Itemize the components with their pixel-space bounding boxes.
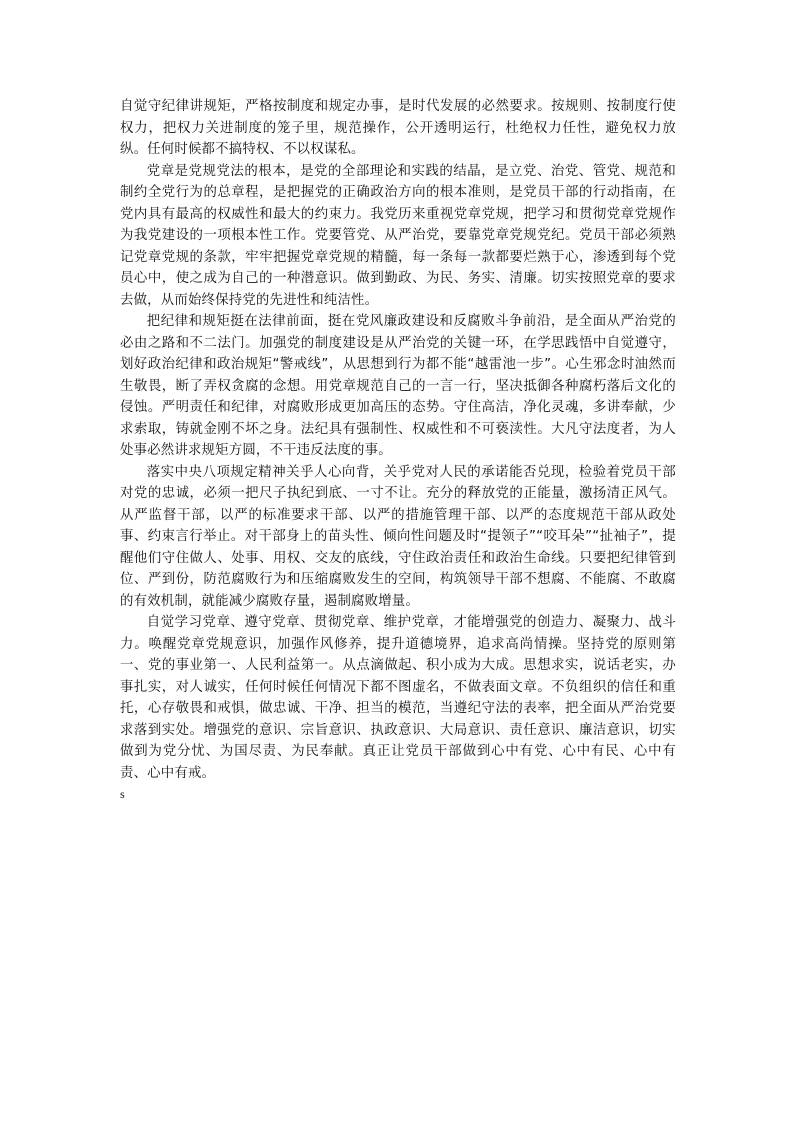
paragraph-4: 落实中央八项规定精神关乎人心向背，关乎党对人民的承诺能否兑现，检验着党员干部对党的忠诚，必须一把尺子执纪到底、一寸不让。充分的释放党的正能量，激扬清正风气。从严监督干部，以严的标准要求干部、以严的措施管理干部、以严的态度规范干部从政处事、约束言行举止。对干部身上的苗头性、倾向性问题及时“提领子”“咬耳朵”“扯袖子”，提醒他们守住做人、处事、用权、交友的底线，守住政治责任和政治生命线。只要把纪律管到位、严到份，防范腐败行为和压缩腐败发生的空间，构筑领导干部不想腐、不能腐、不敢腐的有效机制，就能减少腐败存量，遏制腐败增量。 <box>120 464 676 609</box>
paragraph-3: 把纪律和规矩挺在法律前面，挺在党风廉政建设和反腐败斗争前沿，是全面从严治党的必由之路和不二法门。加强党的制度建设是从严治党的关键一环，在学思践悟中自觉遵守，划好政治纪律和政治规矩“警戒线”，从思想到行为都不能“越雷池一步”。心生邪念时油然而生敬畏，断了弄权贪腐的念想。用党章规范自己的一言一行，坚决抵御各种腐朽落后文化的侵蚀。严明责任和纪律，对腐败形成更加高压的态势。守住高洁，净化灵魂，多讲奉献，少求索取，铸就金刚不坏之身。法纪具有强制性、权威性和不可亵渎性。大凡守法度者，为人处事必然讲求规矩方圆，不干违反法度的事。 <box>120 314 676 458</box>
paragraph-2: 党章是党规党法的根本，是党的全部理论和实践的结晶，是立党、治党、管党、规范和制约全党行为的总章程，是把握党的正确政治方向的根本准则，是党员干部的行动指南，在党内具有最高的权威性和最大的约束力。我党历来重视党章党规，把学习和贯彻党章党规作为我党建设的一项根本性工作。党要管党、从严治党，要靠党章党规党纪。党员干部必须熟记党章党规的条款，牢牢把握党章党规的精髓，每一条每一款都要烂熟于心，渗透到每个党员心中，使之成为自己的一种潜意识。做到勤政、为民、务实、清廉。切实按照党章的要求去做，从而始终保持党的先进性和纯洁性。 <box>120 163 676 308</box>
paragraph-1: 自觉守纪律讲规矩，严格按制度和规定办事，是时代发展的必然要求。按规则、按制度行使权力，把权力关进制度的笼子里，规范操作，公开透明运行，杜绝权力任性，避免权力放纵。任何时候都不搞特权、不以权谋私。 <box>120 99 676 157</box>
paragraph-5: 自觉学习党章、遵守党章、贯彻党章、维护党章，才能增强党的创造力、凝聚力、战斗力。唤醒党章党规意识，加强作风修养，提升道德境界，追求高尚情操。坚持党的原则第一、党的事业第一、人民利益第一。从点滴做起、积小成为大成。思想求实，说话老实，办事扎实，对人诚实，任何时候任何情况下都不图虚名，不做表面文章。不负组织的信任和重托，心存敬畏和戒惧，做忠诚、干净、担当的模范，当遵纪守法的表率，把全面从严治党要求落到实处。增强党的意识、宗旨意识、执政意识、大局意识、责任意识、廉洁意识，切实做到为党分忧、为国尽责、为民奉献。真正让党员干部做到心中有党、心中有民、心中有责、心中有戒。 <box>120 615 676 781</box>
document-page <box>120 96 676 806</box>
trailing-mark: s <box>120 787 125 801</box>
